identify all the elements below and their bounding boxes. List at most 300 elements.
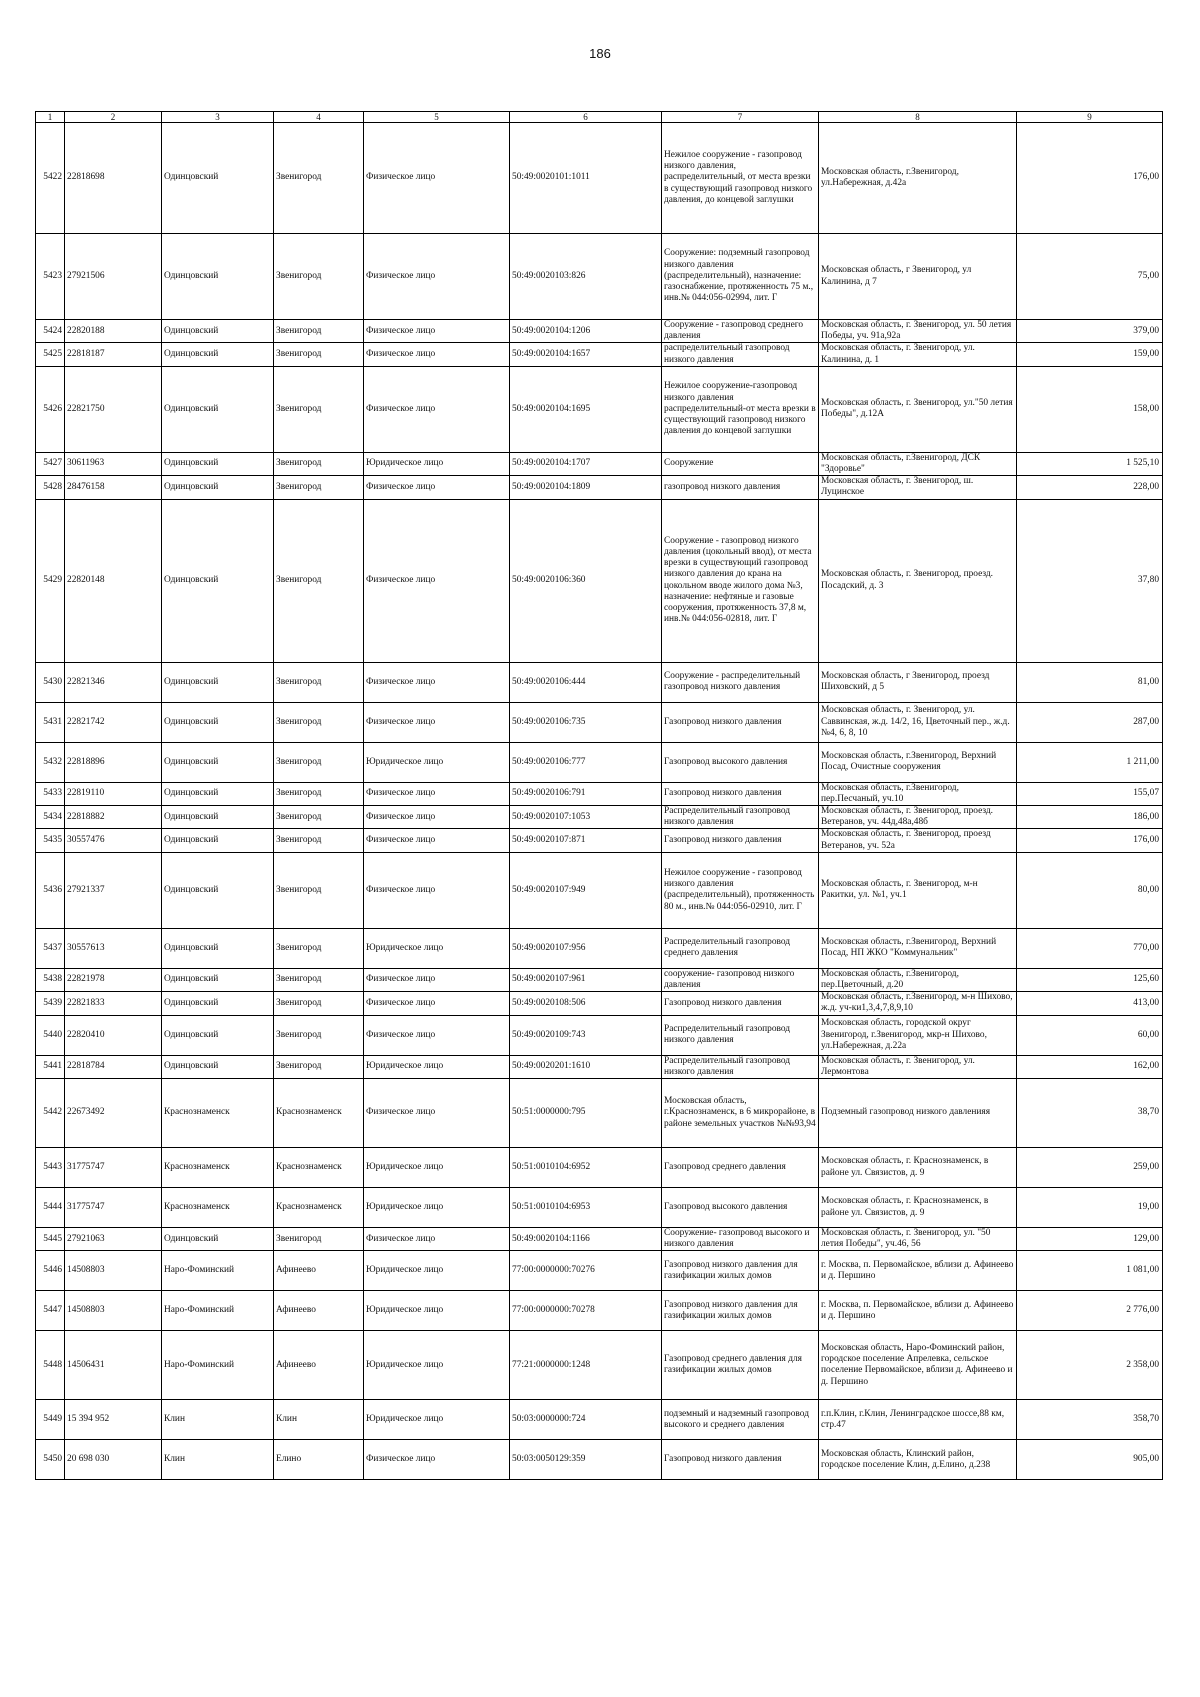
table-cell: Физическое лицо bbox=[364, 782, 510, 805]
table-cell: 80,00 bbox=[1017, 852, 1163, 928]
table-cell: Одинцовский bbox=[162, 343, 274, 366]
table-cell: Звенигород bbox=[274, 829, 364, 852]
table-row bbox=[36, 1148, 1163, 1188]
table-cell: Звенигород bbox=[274, 928, 364, 968]
table-cell: 22821833 bbox=[65, 992, 162, 1015]
table-cell: Газопровод среднего давления для газификации жилых домов bbox=[662, 1331, 819, 1400]
table-cell: Одинцовский bbox=[162, 476, 274, 499]
table-cell: Одинцовский bbox=[162, 452, 274, 475]
table-cell: Сооружение bbox=[662, 452, 819, 475]
table-cell: Клин bbox=[162, 1440, 274, 1480]
table-cell: 22818187 bbox=[65, 343, 162, 366]
table-row bbox=[36, 1291, 1163, 1331]
table-row bbox=[36, 234, 1163, 320]
table-cell: 50:49:0020104:1809 bbox=[510, 476, 662, 499]
table-cell: Газопровод высокого давления bbox=[662, 1188, 819, 1228]
table-cell: 50:49:0020106:735 bbox=[510, 702, 662, 742]
table-cell: 30557476 bbox=[65, 829, 162, 852]
table-cell: Одинцовский bbox=[162, 320, 274, 343]
table-cell: Юридическое лицо bbox=[364, 742, 510, 782]
table-cell: Московская область, г.Звенигород, м-н Шихово, ж.д. уч-ки1,3,4,7,8,9,10 bbox=[819, 992, 1017, 1015]
table-cell: 5427 bbox=[36, 452, 65, 475]
table-cell: 20 698 030 bbox=[65, 1440, 162, 1480]
table-cell: распределительный газопровод низкого давления bbox=[662, 343, 819, 366]
table-cell: 50:49:0020106:791 bbox=[510, 782, 662, 805]
table-cell: Елино bbox=[274, 1440, 364, 1480]
table-cell: Физическое лицо bbox=[364, 499, 510, 662]
table-cell: Звенигород bbox=[274, 366, 364, 452]
table-cell: Московская область, г.Звенигород, Верхний Посад, НП ЖКО "Коммунальник" bbox=[819, 928, 1017, 968]
table-cell: Газопровод высокого давления bbox=[662, 742, 819, 782]
table-cell: Московская область, г. Звенигород, ул. Лермонтова bbox=[819, 1055, 1017, 1078]
table-cell: 38,70 bbox=[1017, 1079, 1163, 1148]
table-cell: Звенигород bbox=[274, 123, 364, 234]
column-header: 8 bbox=[819, 112, 1017, 123]
table-cell: Юридическое лицо bbox=[364, 452, 510, 475]
table-cell: Распределительный газопровод среднего давления bbox=[662, 928, 819, 968]
table-cell: Юридическое лицо bbox=[364, 928, 510, 968]
table-row bbox=[36, 1188, 1163, 1228]
table-cell: Одинцовский bbox=[162, 662, 274, 702]
table-cell: Звенигород bbox=[274, 1015, 364, 1055]
table-cell: Московская область, г. Звенигород, ул. "50 летия Победы", уч.46, 56 bbox=[819, 1228, 1017, 1251]
table-cell: 27921506 bbox=[65, 234, 162, 320]
table-cell: Газопровод низкого давления bbox=[662, 782, 819, 805]
table-cell: Распределительный газопровод низкого давления bbox=[662, 1015, 819, 1055]
table-cell: 5437 bbox=[36, 928, 65, 968]
table-cell: 22821742 bbox=[65, 702, 162, 742]
table-cell: 1 211,00 bbox=[1017, 742, 1163, 782]
table-cell: Московская область, городской округ Звенигород, г.Звенигород, мкр-н Шихово, ул.Набережная, д.22а bbox=[819, 1015, 1017, 1055]
table-cell: 22818784 bbox=[65, 1055, 162, 1078]
column-header: 9 bbox=[1017, 112, 1163, 123]
table-cell: Московская область, г. Звенигород, ул. 50 летия Победы, уч. 91а,92а bbox=[819, 320, 1017, 343]
table-cell: Газопровод низкого давления для газификации жилых домов bbox=[662, 1251, 819, 1291]
table-cell: Краснознаменск bbox=[162, 1188, 274, 1228]
table-cell: Физическое лицо bbox=[364, 476, 510, 499]
table-row bbox=[36, 829, 1163, 852]
table-cell: Звенигород bbox=[274, 782, 364, 805]
table-cell: Наро-Фоминский bbox=[162, 1331, 274, 1400]
table-row bbox=[36, 782, 1163, 805]
table-cell: Звенигород bbox=[274, 234, 364, 320]
table-cell: 50:49:0020104:1657 bbox=[510, 343, 662, 366]
table-cell: подземный и надземный газопровод высокого и среднего давления bbox=[662, 1400, 819, 1440]
table-cell: 5436 bbox=[36, 852, 65, 928]
table-row bbox=[36, 1055, 1163, 1078]
table-cell: 159,00 bbox=[1017, 343, 1163, 366]
table-cell: 50:49:0020104:1206 bbox=[510, 320, 662, 343]
table-cell: 5422 bbox=[36, 123, 65, 234]
table-cell: 2 358,00 bbox=[1017, 1331, 1163, 1400]
table-cell: 5450 bbox=[36, 1440, 65, 1480]
table-cell: Московская область, г.Звенигород, ул.Набережная, д.42а bbox=[819, 123, 1017, 234]
table-cell: 75,00 bbox=[1017, 234, 1163, 320]
table-cell: Московская область, г.Краснознаменск, в 6 микрорайоне, в районе земельных участков №№93,94 bbox=[662, 1079, 819, 1148]
table-cell: 30557613 bbox=[65, 928, 162, 968]
table-cell: г.п.Клин, г.Клин, Ленинградское шоссе,88 км, стр.47 bbox=[819, 1400, 1017, 1440]
table-cell: Газопровод низкого давления bbox=[662, 829, 819, 852]
table-cell: г. Москва, п. Первомайское, вблизи д. Афинеево и д. Першино bbox=[819, 1251, 1017, 1291]
table-cell: Юридическое лицо bbox=[364, 1400, 510, 1440]
table-cell: 50:49:0020104:1695 bbox=[510, 366, 662, 452]
table-cell: 30611963 bbox=[65, 452, 162, 475]
table-cell: Одинцовский bbox=[162, 702, 274, 742]
table-cell: 413,00 bbox=[1017, 992, 1163, 1015]
table-cell: 5425 bbox=[36, 343, 65, 366]
column-header: 2 bbox=[65, 112, 162, 123]
table-cell: Физическое лицо bbox=[364, 343, 510, 366]
table-cell: 5426 bbox=[36, 366, 65, 452]
table-cell: г. Москва, п. Первомайское, вблизи д. Афинеево и д. Першино bbox=[819, 1291, 1017, 1331]
table-row bbox=[36, 452, 1163, 475]
table-row bbox=[36, 366, 1163, 452]
table-cell: Звенигород bbox=[274, 1228, 364, 1251]
table-cell: 5446 bbox=[36, 1251, 65, 1291]
table-cell: Краснознаменск bbox=[274, 1079, 364, 1148]
table-cell: Физическое лицо bbox=[364, 992, 510, 1015]
table-cell: 5445 bbox=[36, 1228, 65, 1251]
table-cell: 31775747 bbox=[65, 1188, 162, 1228]
table-cell: Одинцовский bbox=[162, 1228, 274, 1251]
table-cell: 1 081,00 bbox=[1017, 1251, 1163, 1291]
table-row bbox=[36, 1079, 1163, 1148]
table-cell: 228,00 bbox=[1017, 476, 1163, 499]
table-cell: Газопровод низкого давления для газификации жилых домов bbox=[662, 1291, 819, 1331]
table-cell: 50:03:0000000:724 bbox=[510, 1400, 662, 1440]
table-cell: Нежилое сооружение - газопровод низкого давления (распределительный), протяженность 80 м., инв.№ 044:056-02910, лит. Г bbox=[662, 852, 819, 928]
table-cell: 50:49:0020201:1610 bbox=[510, 1055, 662, 1078]
table-cell: Сооружение - распределительный газопровод низкого давления bbox=[662, 662, 819, 702]
table-cell: 5438 bbox=[36, 968, 65, 991]
table-cell: Звенигород bbox=[274, 499, 364, 662]
table-cell: Одинцовский bbox=[162, 123, 274, 234]
table-cell: Звенигород bbox=[274, 742, 364, 782]
table-row bbox=[36, 1015, 1163, 1055]
table-cell: 15 394 952 bbox=[65, 1400, 162, 1440]
table-cell: Звенигород bbox=[274, 992, 364, 1015]
table-cell: сооружение- газопровод низкого давления bbox=[662, 968, 819, 991]
table-cell: Юридическое лицо bbox=[364, 1055, 510, 1078]
table-cell: Физическое лицо bbox=[364, 1079, 510, 1148]
table-cell: Звенигород bbox=[274, 1055, 364, 1078]
table-cell: 5431 bbox=[36, 702, 65, 742]
table-row bbox=[36, 1400, 1163, 1440]
table-cell: 31775747 bbox=[65, 1148, 162, 1188]
table-cell: 77:21:0000000:1248 bbox=[510, 1331, 662, 1400]
table-row bbox=[36, 320, 1163, 343]
table-cell: 50:49:0020106:777 bbox=[510, 742, 662, 782]
table-cell: Звенигород bbox=[274, 476, 364, 499]
table-cell: Распределительный газопровод низкого давления bbox=[662, 806, 819, 829]
table-cell: 22818882 bbox=[65, 806, 162, 829]
table-cell: 81,00 bbox=[1017, 662, 1163, 702]
table-cell: Газопровод среднего давления bbox=[662, 1148, 819, 1188]
table-cell: Московская область, Клинский район, городское поселение Клин, д.Елино, д.238 bbox=[819, 1440, 1017, 1480]
table-cell: Физическое лицо bbox=[364, 1228, 510, 1251]
table-row bbox=[36, 852, 1163, 928]
table-cell: Московская область, г.Звенигород, Верхний Посад, Очистные сооружения bbox=[819, 742, 1017, 782]
table-cell: 22821346 bbox=[65, 662, 162, 702]
table-cell: Московская область, г Звенигород, ул Калинина, д 7 bbox=[819, 234, 1017, 320]
table-cell: 5434 bbox=[36, 806, 65, 829]
table-cell: 5444 bbox=[36, 1188, 65, 1228]
table-cell: 5428 bbox=[36, 476, 65, 499]
table-cell: 50:03:0050129:359 bbox=[510, 1440, 662, 1480]
table-cell: 5424 bbox=[36, 320, 65, 343]
column-header: 4 bbox=[274, 112, 364, 123]
table-cell: 5435 bbox=[36, 829, 65, 852]
table-row bbox=[36, 968, 1163, 991]
table-cell: 27921337 bbox=[65, 852, 162, 928]
table-cell: 5433 bbox=[36, 782, 65, 805]
table-row bbox=[36, 1228, 1163, 1251]
column-header: 1 bbox=[36, 112, 65, 123]
table-cell: Московская область, г.Звенигород, ДСК "Здоровье" bbox=[819, 452, 1017, 475]
table-cell: Физическое лицо bbox=[364, 1015, 510, 1055]
table-cell: Физическое лицо bbox=[364, 366, 510, 452]
table-cell: 5429 bbox=[36, 499, 65, 662]
table-cell: 14508803 bbox=[65, 1251, 162, 1291]
table-cell: 60,00 bbox=[1017, 1015, 1163, 1055]
table-cell: 22673492 bbox=[65, 1079, 162, 1148]
table-cell: Московская область, г. Звенигород, проезд. Ветеранов, уч. 44д,48а,48б bbox=[819, 806, 1017, 829]
table-cell: Московская область, г. Краснознаменск, в районе ул. Связистов, д. 9 bbox=[819, 1188, 1017, 1228]
table-cell: 27921063 bbox=[65, 1228, 162, 1251]
table-row bbox=[36, 662, 1163, 702]
table-cell: 176,00 bbox=[1017, 123, 1163, 234]
table-cell: Физическое лицо bbox=[364, 662, 510, 702]
table-cell: Физическое лицо bbox=[364, 702, 510, 742]
table-cell: 5443 bbox=[36, 1148, 65, 1188]
table-cell: Наро-Фоминский bbox=[162, 1251, 274, 1291]
table-cell: Одинцовский bbox=[162, 806, 274, 829]
table-cell: Звенигород bbox=[274, 343, 364, 366]
table-cell: 50:49:0020106:360 bbox=[510, 499, 662, 662]
table-cell: Звенигород bbox=[274, 452, 364, 475]
table-cell: 287,00 bbox=[1017, 702, 1163, 742]
table-cell: 905,00 bbox=[1017, 1440, 1163, 1480]
table-cell: Сооружение: подземный газопровод низкого давления (распределительный), назначение: газоснабжение, протяженность 75 м., инв.№ 044:056-02994, лит. Г bbox=[662, 234, 819, 320]
table-cell: 50:49:0020104:1707 bbox=[510, 452, 662, 475]
table-cell: Наро-Фоминский bbox=[162, 1291, 274, 1331]
table-cell: 5442 bbox=[36, 1079, 65, 1148]
table-cell: 22818698 bbox=[65, 123, 162, 234]
header-row bbox=[36, 112, 1163, 123]
column-header: 3 bbox=[162, 112, 274, 123]
table-cell: 50:49:0020107:961 bbox=[510, 968, 662, 991]
table-cell: 186,00 bbox=[1017, 806, 1163, 829]
table-row bbox=[36, 806, 1163, 829]
table-cell: 5447 bbox=[36, 1291, 65, 1331]
table-cell: 22819110 bbox=[65, 782, 162, 805]
table-cell: 5440 bbox=[36, 1015, 65, 1055]
table-cell: 22820188 bbox=[65, 320, 162, 343]
table-cell: 37,80 bbox=[1017, 499, 1163, 662]
table-cell: Сооружение - газопровод среднего давления bbox=[662, 320, 819, 343]
table-row bbox=[36, 476, 1163, 499]
table-cell: 50:49:0020101:1011 bbox=[510, 123, 662, 234]
table-cell: Одинцовский bbox=[162, 1055, 274, 1078]
table-cell: Московская область, г. Звенигород, проезд. Посадский, д. 3 bbox=[819, 499, 1017, 662]
table-row bbox=[36, 123, 1163, 234]
table-cell: 129,00 bbox=[1017, 1228, 1163, 1251]
table-cell: Звенигород bbox=[274, 702, 364, 742]
table-row bbox=[36, 742, 1163, 782]
table-cell: Подземный газопровод низкого давленияя bbox=[819, 1079, 1017, 1148]
table-cell: 22820148 bbox=[65, 499, 162, 662]
table-cell: Московская область, г. Звенигород, м-н Ракитки, ул. №1, уч.1 bbox=[819, 852, 1017, 928]
table-cell: 1 525,10 bbox=[1017, 452, 1163, 475]
table-cell: Юридическое лицо bbox=[364, 1188, 510, 1228]
table-cell: Нежилое сооружение - газопровод низкого давления, распределительный, от места врезки в существующий газопровод низкого давления, до концевой заглушки bbox=[662, 123, 819, 234]
table-cell: Московская область, г.Звенигород, пер.Цветочный, д.20 bbox=[819, 968, 1017, 991]
table-cell: 155,07 bbox=[1017, 782, 1163, 805]
table-cell: Одинцовский bbox=[162, 234, 274, 320]
table-cell: Газопровод низкого давления bbox=[662, 702, 819, 742]
table-cell: 5423 bbox=[36, 234, 65, 320]
table-cell: Физическое лицо bbox=[364, 234, 510, 320]
table-cell: Физическое лицо bbox=[364, 806, 510, 829]
table-cell: Юридическое лицо bbox=[364, 1291, 510, 1331]
table-cell: Московская область, г. Звенигород, ул. Саввинская, ж.д. 14/2, 16, Цветочный пер., ж.д. №4, 6, 8, 10 bbox=[819, 702, 1017, 742]
table-cell: 22820410 bbox=[65, 1015, 162, 1055]
table-cell: 50:51:0000000:795 bbox=[510, 1079, 662, 1148]
table-cell: Юридическое лицо bbox=[364, 1148, 510, 1188]
table-cell: 5441 bbox=[36, 1055, 65, 1078]
table-row bbox=[36, 499, 1163, 662]
table-cell: 162,00 bbox=[1017, 1055, 1163, 1078]
table-cell: 50:51:0010104:6953 bbox=[510, 1188, 662, 1228]
table-cell: Физическое лицо bbox=[364, 320, 510, 343]
table-cell: 14508803 bbox=[65, 1291, 162, 1331]
table-cell: Афинеево bbox=[274, 1291, 364, 1331]
table-cell: 22821750 bbox=[65, 366, 162, 452]
table-cell: 5439 bbox=[36, 992, 65, 1015]
table-cell: Звенигород bbox=[274, 320, 364, 343]
table-row bbox=[36, 702, 1163, 742]
table-cell: 22821978 bbox=[65, 968, 162, 991]
table-cell: 770,00 bbox=[1017, 928, 1163, 968]
table-cell: 50:49:0020107:949 bbox=[510, 852, 662, 928]
table-cell: Московская область, Наро-Фоминский район, городское поселение Апрелевка, сельское поселение Первомайское, вблизи д. Афинеево и д. Першино bbox=[819, 1331, 1017, 1400]
table-cell: 176,00 bbox=[1017, 829, 1163, 852]
table-cell: Одинцовский bbox=[162, 782, 274, 805]
registry-table bbox=[35, 111, 1163, 1480]
table-cell: Физическое лицо bbox=[364, 829, 510, 852]
table-cell: 5430 bbox=[36, 662, 65, 702]
table-cell: 50:49:0020109:743 bbox=[510, 1015, 662, 1055]
table-cell: Московская область, г. Звенигород, ул."50 летия Победы", д.12А bbox=[819, 366, 1017, 452]
column-header: 5 bbox=[364, 112, 510, 123]
table-cell: Юридическое лицо bbox=[364, 1331, 510, 1400]
table-cell: Физическое лицо bbox=[364, 123, 510, 234]
table-cell: Клин bbox=[274, 1400, 364, 1440]
table-row bbox=[36, 1331, 1163, 1400]
table-cell: Краснознаменск bbox=[274, 1148, 364, 1188]
table-cell: Московская область, г Звенигород, проезд Шиховский, д 5 bbox=[819, 662, 1017, 702]
table-cell: Краснознаменск bbox=[274, 1188, 364, 1228]
table-cell: 2 776,00 bbox=[1017, 1291, 1163, 1331]
table-cell: Физическое лицо bbox=[364, 852, 510, 928]
table-cell: 22818896 bbox=[65, 742, 162, 782]
table-cell: 379,00 bbox=[1017, 320, 1163, 343]
table-cell: Афинеево bbox=[274, 1331, 364, 1400]
table-cell: Московская область, г. Звенигород, ул. Калинина, д. 1 bbox=[819, 343, 1017, 366]
table-cell: 125,60 bbox=[1017, 968, 1163, 991]
table-cell: Одинцовский bbox=[162, 852, 274, 928]
table-cell: Краснознаменск bbox=[162, 1079, 274, 1148]
table-row bbox=[36, 928, 1163, 968]
table-cell: 158,00 bbox=[1017, 366, 1163, 452]
table-cell: Звенигород bbox=[274, 806, 364, 829]
table-cell: 50:49:0020104:1166 bbox=[510, 1228, 662, 1251]
table-cell: 259,00 bbox=[1017, 1148, 1163, 1188]
table-cell: 77:00:0000000:70276 bbox=[510, 1251, 662, 1291]
table-cell: Одинцовский bbox=[162, 829, 274, 852]
table-cell: 5448 bbox=[36, 1331, 65, 1400]
table-cell: 50:49:0020103:826 bbox=[510, 234, 662, 320]
table-cell: 50:49:0020108:506 bbox=[510, 992, 662, 1015]
table-cell: Московская область, г. Краснознаменск, в районе ул. Связистов, д. 9 bbox=[819, 1148, 1017, 1188]
table-cell: Одинцовский bbox=[162, 366, 274, 452]
table-cell: газопровод низкого давления bbox=[662, 476, 819, 499]
table-cell: 50:49:0020107:871 bbox=[510, 829, 662, 852]
table-cell: Краснознаменск bbox=[162, 1148, 274, 1188]
table-cell: Юридическое лицо bbox=[364, 1251, 510, 1291]
table-cell: Одинцовский bbox=[162, 968, 274, 991]
table-cell: Звенигород bbox=[274, 852, 364, 928]
table-row bbox=[36, 1440, 1163, 1480]
table-cell: Клин bbox=[162, 1400, 274, 1440]
table-cell: Сооружение- газопровод высокого и низкого давления bbox=[662, 1228, 819, 1251]
table-cell: Нежилое сооружение-газопровод низкого давления распределительный-от места врезки в существующий газопровод низкого давления до концевой заглушки bbox=[662, 366, 819, 452]
table-cell: 77:00:0000000:70278 bbox=[510, 1291, 662, 1331]
table-cell: Звенигород bbox=[274, 662, 364, 702]
table-cell: Одинцовский bbox=[162, 742, 274, 782]
table-cell: 14506431 bbox=[65, 1331, 162, 1400]
table-cell: Физическое лицо bbox=[364, 1440, 510, 1480]
table-cell: 50:49:0020106:444 bbox=[510, 662, 662, 702]
column-header: 6 bbox=[510, 112, 662, 123]
table-cell: 19,00 bbox=[1017, 1188, 1163, 1228]
table-cell: Одинцовский bbox=[162, 1015, 274, 1055]
table-cell: 358,70 bbox=[1017, 1400, 1163, 1440]
table-cell: Физическое лицо bbox=[364, 968, 510, 991]
column-header: 7 bbox=[662, 112, 819, 123]
table-cell: 50:49:0020107:956 bbox=[510, 928, 662, 968]
table-cell: Звенигород bbox=[274, 968, 364, 991]
table-cell: Московская область, г. Звенигород, проезд Ветеранов, уч. 52а bbox=[819, 829, 1017, 852]
table-cell: Одинцовский bbox=[162, 992, 274, 1015]
table-row bbox=[36, 1251, 1163, 1291]
table-cell: 50:51:0010104:6952 bbox=[510, 1148, 662, 1188]
table-cell: Одинцовский bbox=[162, 499, 274, 662]
page-number: 186 bbox=[589, 46, 611, 61]
table-cell: Распределительный газопровод низкого давления bbox=[662, 1055, 819, 1078]
table-row bbox=[36, 992, 1163, 1015]
table-cell: 28476158 bbox=[65, 476, 162, 499]
table-cell: Газопровод низкого давления bbox=[662, 992, 819, 1015]
table-cell: Газопровод низкого давления bbox=[662, 1440, 819, 1480]
table-cell: Московская область, г. Звенигород, ш. Луцинское bbox=[819, 476, 1017, 499]
table-cell: Одинцовский bbox=[162, 928, 274, 968]
table-row bbox=[36, 343, 1163, 366]
table-cell: 50:49:0020107:1053 bbox=[510, 806, 662, 829]
table-cell: Сооружение - газопровод низкого давления (цокольный ввод), от места врезки в существующий газопровод низкого давления до крана на цокольном вводе жилого дома №3, назначение: нефтяные и газовые сооружения, протяженность 37,8 м, инв.№ 044:056-02818, лит. Г bbox=[662, 499, 819, 662]
table-cell: 5449 bbox=[36, 1400, 65, 1440]
table-cell: 5432 bbox=[36, 742, 65, 782]
